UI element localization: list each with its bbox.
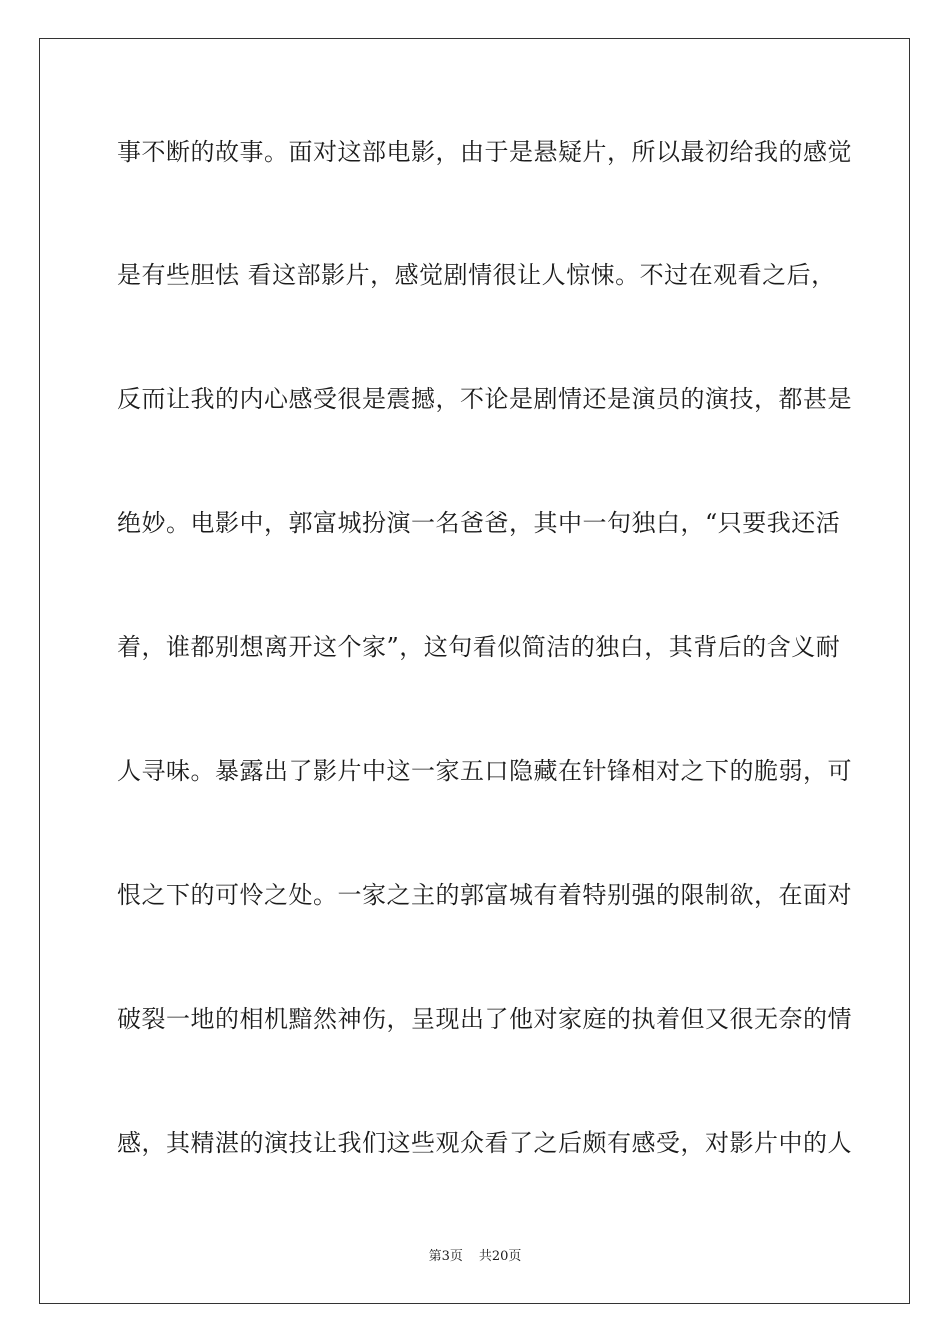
- body-line-6: 人寻味。暴露出了影片中这一家五口隐藏在针锋相对之下的脆弱，可: [117, 757, 852, 785]
- body-line-1: 事不断的故事。面对这部电影，由于是悬疑片，所以最初给我的感觉: [117, 138, 852, 166]
- body-line-3: 反而让我的内心感受很是震撼，不论是剧情还是演员的演技，都甚是: [117, 385, 852, 413]
- page-total: 共20页: [478, 1249, 522, 1264]
- body-line-4: 绝妙。电影中，郭富城扮演一名爸爸，其中一句独白，“只要我还活: [117, 509, 841, 537]
- body-line-5: 着，谁都别想离开这个家”，这句看似简洁的独白，其背后的含义耐: [117, 633, 841, 661]
- page-number: 第3页: [428, 1249, 463, 1264]
- body-line-8: 破裂一地的相机黯然神伤，呈现出了他对家庭的执着但又很无奈的情: [117, 1005, 852, 1033]
- body-line-7: 恨之下的可怜之处。一家之主的郭富城有着特别强的限制欲，在面对: [117, 881, 852, 909]
- body-line-9: 感，其精湛的演技让我们这些观众看了之后颇有感受，对影片中的人: [117, 1129, 852, 1157]
- body-line-2: 是有些胆怯 看这部影片，感觉剧情很让人惊悚。不过在观看之后，: [117, 261, 836, 289]
- page-border: [39, 38, 910, 1304]
- page-footer: [0, 1248, 950, 1266]
